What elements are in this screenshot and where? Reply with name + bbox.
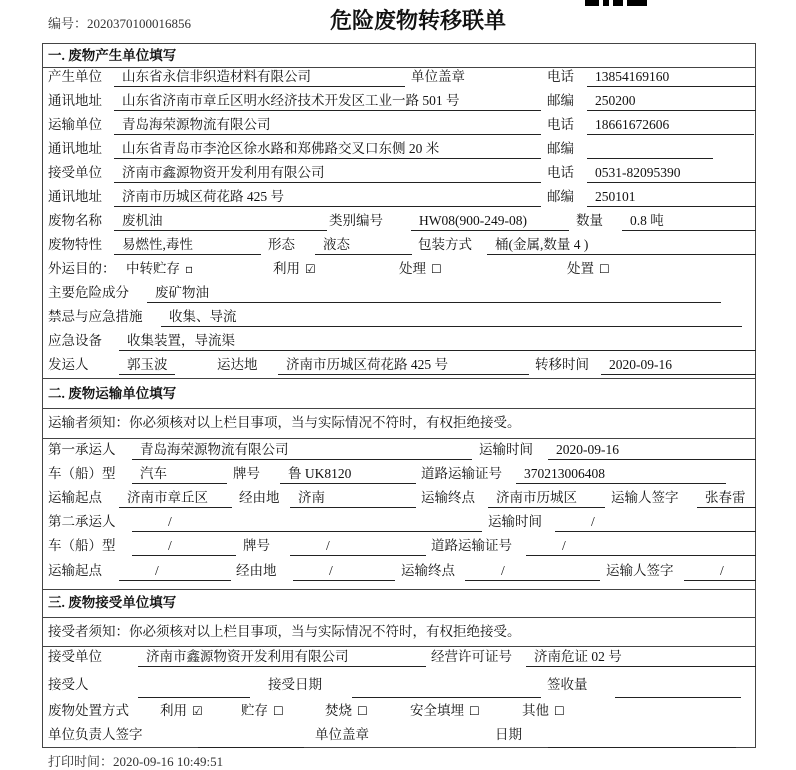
checkbox-option-s1-purpose-options-0[interactable]	[126, 261, 193, 277]
label-s2-sign-label: 运输人签字	[606, 563, 674, 578]
label-s1-zip-label: 邮编	[547, 93, 574, 108]
field-s3-person[interactable]	[138, 680, 250, 698]
field-s3-head-sign[interactable]	[198, 730, 304, 748]
page-title: 危险废物转移联单	[330, 9, 507, 34]
field-s2-second-time[interactable]: /	[555, 514, 756, 532]
divider	[42, 438, 756, 439]
label-s2-via-label: 经由地	[236, 563, 277, 578]
field-s1-receiver-phone[interactable]: 0531-82095390	[587, 165, 756, 183]
label-s3-amount-label: 签收量	[547, 677, 588, 692]
label-s1-phone-label: 电话	[547, 165, 574, 180]
label-s1-taboo-label: 禁忌与应急措施	[48, 309, 143, 324]
field-s1-qty[interactable]: 0.8 吨	[622, 213, 756, 231]
label-s2-plate-label: 牌号	[233, 466, 260, 481]
label-s1-sender-label: 发运人	[48, 357, 89, 372]
label-s2-plate-label: 牌号	[243, 538, 270, 553]
label-s3-head-sign-label: 单位负责人签字	[48, 727, 143, 742]
checkbox-option-s1-purpose-options-2[interactable]	[399, 261, 442, 277]
divider	[42, 646, 756, 647]
field-s2-first-time[interactable]: 2020-09-16	[548, 442, 756, 460]
label-s1-property-label: 废物特性	[48, 237, 102, 252]
field-s3-date[interactable]	[352, 680, 541, 698]
checkbox-label: 处理	[399, 261, 426, 276]
checkbox-label: 利用	[160, 703, 187, 718]
serial-value: 2020370100016856	[87, 16, 192, 31]
label-s3-seal-label: 单位盖章	[315, 727, 369, 742]
field-s2-first[interactable]: 青岛海荣源物流有限公司	[132, 442, 472, 460]
checkbox-option-s1-purpose-options-3[interactable]	[567, 261, 610, 277]
field-s2-first-via[interactable]: 济南	[290, 490, 416, 508]
checkbox-option-s3-methods-3[interactable]	[410, 703, 480, 719]
field-s2-second-sign[interactable]: /	[684, 563, 756, 581]
field-s1-producer-addr[interactable]: 山东省济南市章丘区明水经济技术开发区工业一路 501 号	[114, 93, 541, 111]
label-s3-sign-date-label: 日期	[495, 727, 522, 742]
label-s1-form-label: 形态	[268, 237, 295, 252]
label-s3-method-label: 废物处置方式	[48, 703, 129, 718]
field-s1-time[interactable]: 2020-09-16	[601, 357, 756, 375]
field-s2-second-vehicle[interactable]: /	[132, 538, 236, 556]
checkbox-label: 其他	[522, 703, 549, 718]
field-s1-receiver[interactable]: 济南市鑫源物资开发利用有限公司	[114, 165, 541, 183]
field-s1-producer-phone[interactable]: 13854169160	[587, 69, 756, 87]
label-s1-pack-label: 包装方式	[418, 237, 472, 252]
field-s1-property[interactable]: 易燃性,毒性	[114, 237, 261, 255]
checkbox-option-s1-purpose-options-1[interactable]	[273, 261, 316, 277]
field-s1-sender[interactable]: 郭玉波	[119, 357, 175, 375]
divider	[42, 589, 756, 590]
field-s1-waste-name[interactable]: 废机油	[114, 213, 327, 231]
label-s2-vehicle-label: 车（船）型	[48, 538, 116, 553]
field-s2-second[interactable]: /	[132, 514, 482, 532]
checkbox-label: 中转贮存	[126, 261, 180, 276]
field-s1-form[interactable]: 液态	[315, 237, 412, 255]
checkbox-option-s3-methods-2[interactable]	[325, 703, 368, 719]
label-s1-addr-label: 通讯地址	[48, 189, 102, 204]
label-s1-seal-label: 单位盖章	[411, 69, 465, 84]
label-s1-zip-label: 邮编	[547, 189, 574, 204]
label-s2-end-label: 运输终点	[421, 490, 475, 505]
field-s2-second-via[interactable]: /	[293, 563, 395, 581]
field-s2-first-start[interactable]: 济南市章丘区	[119, 490, 232, 508]
label-s1-qty-label: 数量	[576, 213, 603, 228]
label-s3-notice: 接受者须知：你必须核对以上栏目事项，当与实际情况不符时，有权拒绝接受。	[48, 624, 521, 639]
checkbox-option-s3-methods-4[interactable]	[522, 703, 565, 719]
label-s1-purpose-label: 外运目的：	[48, 261, 116, 276]
label-s2-via-label: 经由地	[239, 490, 280, 505]
field-s1-pack[interactable]: 桶(金属,数量 4 )	[487, 237, 756, 255]
label-s1-zip-label: 邮编	[547, 141, 574, 156]
checkbox-icon[interactable]: ☑	[192, 704, 203, 718]
label-s2-vehicle-label: 车（船）型	[48, 466, 116, 481]
label-s1-addr-label: 通讯地址	[48, 93, 102, 108]
field-s1-carrier-zip[interactable]	[587, 141, 713, 159]
checkbox-label: 安全填埋	[410, 703, 464, 718]
field-s2-first-plate[interactable]: 鲁 UK8120	[280, 466, 416, 484]
field-s1-equip[interactable]: 收集装置，导流渠	[119, 333, 756, 351]
field-s1-receiver-zip[interactable]: 250101	[587, 189, 756, 207]
checkbox-option-s3-methods-0[interactable]	[160, 703, 203, 719]
label-s3-unit-label: 接受单位	[48, 649, 102, 664]
checkbox-icon[interactable]: ☐	[357, 704, 368, 718]
label-s2-notice: 运输者须知：你必须核对以上栏目事项，当与实际情况不符时，有权拒绝接受。	[48, 415, 521, 430]
field-s2-second-end[interactable]: /	[465, 563, 600, 581]
label-s2-permit-label: 道路运输证号	[421, 466, 502, 481]
field-s1-producer-zip[interactable]: 250200	[587, 93, 756, 111]
divider	[42, 617, 756, 618]
field-s2-first-end[interactable]: 济南市历城区	[488, 490, 605, 508]
label-s1-waste-name-label: 废物名称	[48, 213, 102, 228]
field-s1-taboo[interactable]: 收集、导流	[161, 309, 742, 327]
field-s1-carrier-phone[interactable]: 18661672606	[587, 117, 754, 135]
label-s1-time-label: 转移时间	[535, 357, 589, 372]
checkbox-option-s3-methods-1[interactable]	[241, 703, 284, 719]
field-s2-first-vehicle[interactable]: 汽车	[132, 466, 227, 484]
field-s3-amount[interactable]	[615, 680, 741, 698]
label-s2-ttime-label: 运输时间	[488, 514, 542, 529]
label-s1-dest-label: 运达地	[217, 357, 258, 372]
label-s1-producer-label: 产生单位	[48, 69, 102, 84]
field-s2-first-permit[interactable]: 370213006408	[516, 466, 726, 484]
label-s1-hazard-label: 主要危险成分	[48, 285, 129, 300]
field-s2-second-start[interactable]: /	[119, 563, 231, 581]
section-title-s1-title: 一. 废物产生单位填写	[48, 48, 177, 63]
checkbox-label: 贮存	[241, 703, 268, 718]
checkbox-label: 利用	[273, 261, 300, 276]
checkbox-icon[interactable]: ☑	[305, 262, 316, 276]
label-s3-person-label: 接受人	[48, 677, 89, 692]
label-s2-permit-label: 道路运输证号	[431, 538, 512, 553]
label-s1-category-label: 类别编号	[329, 213, 383, 228]
field-s1-hazard[interactable]: 废矿物油	[147, 285, 721, 303]
label-s1-phone-label: 电话	[547, 117, 574, 132]
label-s1-phone-label: 电话	[547, 69, 574, 84]
checkbox-icon[interactable]: ☐	[599, 262, 610, 276]
print-time-label: 打印时间：	[48, 754, 114, 769]
divider	[42, 408, 756, 409]
label-s2-ttime-label: 运输时间	[479, 442, 533, 457]
checkbox-label: 处置	[567, 261, 594, 276]
serial-number	[48, 13, 191, 32]
checkbox-label: 焚烧	[325, 703, 352, 718]
field-s2-second-plate[interactable]: /	[290, 538, 426, 556]
field-s1-carrier-addr[interactable]: 山东省青岛市李沧区徐水路和郑佛路交叉口东侧 20 米	[114, 141, 541, 159]
label-s2-sign-label: 运输人签字	[611, 490, 679, 505]
label-s3-date-label: 接受日期	[268, 677, 322, 692]
field-s1-receiver-addr[interactable]: 济南市历城区荷花路 425 号	[114, 189, 541, 207]
field-s3-sign-date[interactable]	[548, 730, 736, 748]
serial-label: 编号：	[48, 16, 88, 31]
field-s1-carrier[interactable]: 青岛海荣源物流有限公司	[114, 117, 541, 135]
checkbox-icon[interactable]: ☐	[554, 704, 565, 718]
label-s2-start-label: 运输起点	[48, 490, 102, 505]
field-s1-category[interactable]: HW08(900-249-08)	[411, 213, 569, 231]
checkbox-icon[interactable]: ☐	[469, 704, 480, 718]
print-time	[48, 751, 223, 770]
checkbox-icon[interactable]: ☐	[431, 262, 442, 276]
print-time-value: 2020-09-16 10:49:51	[113, 754, 224, 769]
divider	[42, 378, 756, 379]
field-s1-producer[interactable]: 山东省永信非织造材料有限公司	[114, 69, 405, 87]
field-s2-second-permit[interactable]: /	[526, 538, 756, 556]
checkbox-icon[interactable]: ☐	[273, 704, 284, 718]
field-s1-dest[interactable]: 济南市历城区荷花路 425 号	[278, 357, 529, 375]
label-s3-license-label: 经营许可证号	[431, 649, 512, 664]
section-title-s2-title: 二. 废物运输单位填写	[48, 386, 177, 401]
qr-code-fragment	[585, 0, 647, 6]
checkbox-icon[interactable]: ▫	[185, 262, 194, 276]
label-s1-receiver-label: 接受单位	[48, 165, 102, 180]
label-s2-start-label: 运输起点	[48, 563, 102, 578]
label-s2-end-label: 运输终点	[401, 563, 455, 578]
label-s1-addr-label: 通讯地址	[48, 141, 102, 156]
label-s1-carrier-label: 运输单位	[48, 117, 102, 132]
label-s2-first-label: 第一承运人	[48, 442, 116, 457]
field-s3-license[interactable]: 济南危证 02 号	[526, 649, 756, 667]
field-s3-unit[interactable]: 济南市鑫源物资开发利用有限公司	[138, 649, 426, 667]
label-s1-equip-label: 应急设备	[48, 333, 102, 348]
field-s2-first-sign[interactable]: 张春雷	[697, 490, 756, 508]
label-s2-second-label: 第二承运人	[48, 514, 116, 529]
section-title-s3-title: 三. 废物接受单位填写	[48, 595, 177, 610]
divider	[42, 67, 756, 68]
